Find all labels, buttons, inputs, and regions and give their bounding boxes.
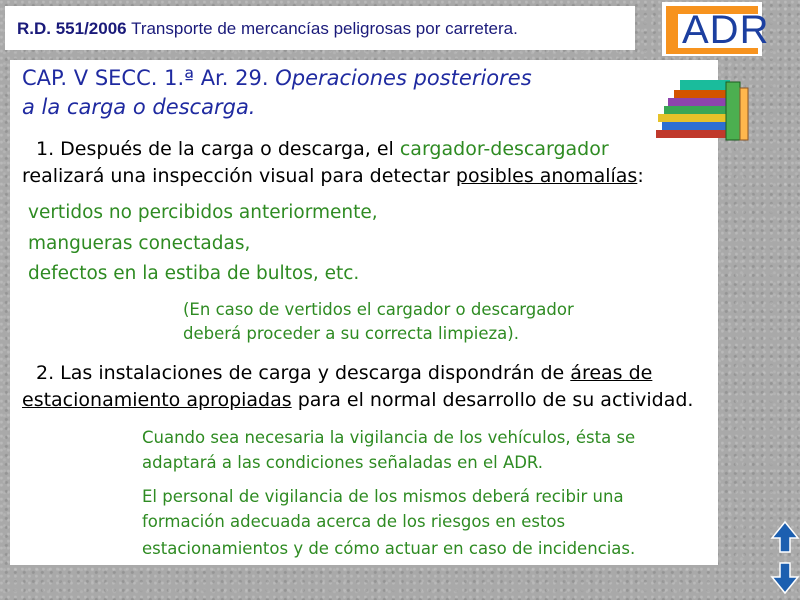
note2-line: adaptará a las condiciones señaladas en el ADR. xyxy=(142,453,544,472)
header-code: R.D. 551/2006 xyxy=(17,19,127,38)
slide-header xyxy=(5,6,635,50)
note3-line: estacionamientos y de cómo actuar en caso de incidencias. xyxy=(142,539,636,558)
section-title-line1: CAP. V SECC. 1.ª Ar. 29. Operaciones posteriores xyxy=(22,66,532,90)
anomaly-item: mangueras conectadas, xyxy=(28,233,251,254)
note1-line: deberá proceder a su correcta limpieza). xyxy=(183,324,519,343)
books-icon xyxy=(650,72,750,144)
point1-line2: realizará una inspección visual para detectar posibles anomalías: xyxy=(22,165,644,187)
anomaly-item: vertidos no percibidos anteriormente, xyxy=(28,202,378,223)
anomaly-item: defectos en la estiba de bultos, etc. xyxy=(28,263,360,284)
header-title: Transporte de mercancías peligrosas por carretera. xyxy=(131,19,518,38)
note2-line: Cuando sea necesaria la vigilancia de los vehículos, ésta se xyxy=(142,428,636,447)
adr-logo-text: ADR xyxy=(682,8,770,52)
adr-logo xyxy=(662,2,770,56)
note3-line: El personal de vigilancia de los mismos deberá recibir una xyxy=(142,487,624,506)
point1-line1: 1. Después de la carga o descarga, el cargador-descargador xyxy=(36,138,609,160)
note1-line: (En caso de vertidos el cargador o descargador xyxy=(183,300,574,319)
section-title-line2: a la carga o descarga. xyxy=(22,95,256,119)
point2-line2: estacionamiento apropiadas para el normal desarrollo de su actividad. xyxy=(22,389,694,411)
note3-line: formación adecuada acerca de los riesgos en estos xyxy=(142,512,566,531)
up-down-arrows-icon[interactable] xyxy=(770,520,800,595)
point2-line1: 2. Las instalaciones de carga y descarga dispondrán de áreas de xyxy=(36,362,653,384)
